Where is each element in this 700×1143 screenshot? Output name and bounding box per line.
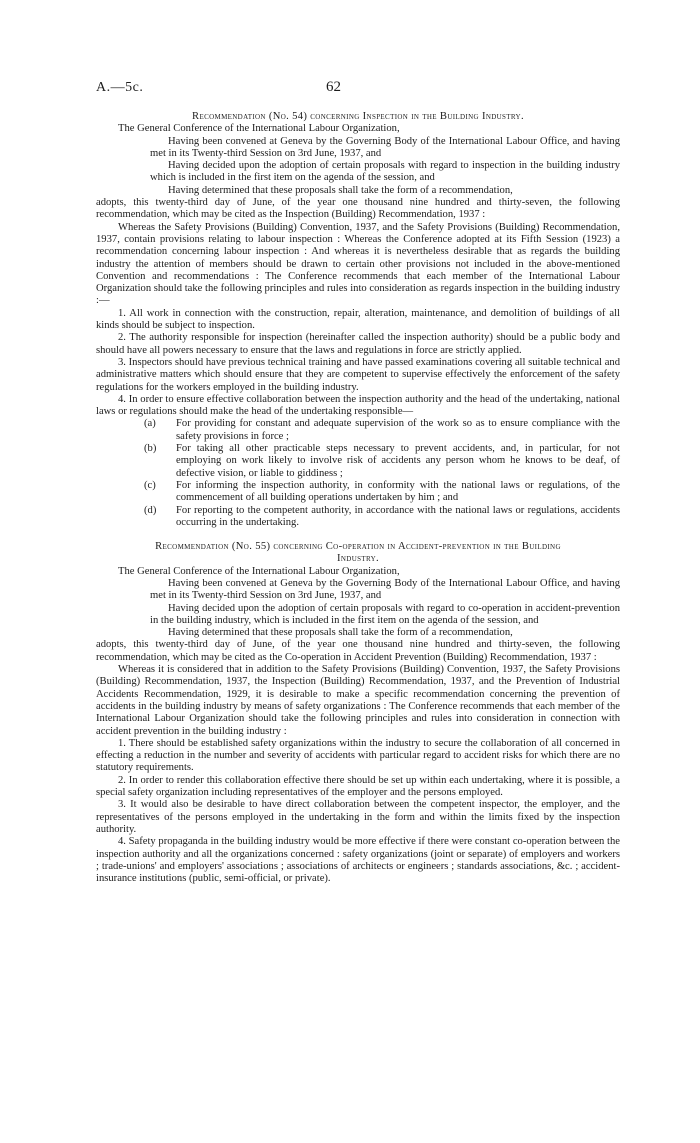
list-item — [96, 443, 620, 480]
paragraph: 2. The authority responsible for inspection (hereinafter called the inspection authority) should be a public body and should have all powers necessary to ensure that the laws and regulations in force are strictly applied. — [96, 332, 620, 356]
paragraph: Having decided upon the adoption of certain proposals with regard to co-operation in accident-prevention in the building industry, which is included in the first item on the agenda of the session, and — [150, 602, 620, 626]
list-item-label: (a) — [144, 418, 156, 430]
recommendation-54 — [96, 111, 620, 885]
list-item-label: (d) — [144, 504, 157, 516]
paragraph: 4. In order to ensure effective collaboration between the inspection authority and the head of the undertaking, national laws or regulations should make the head of the undertaking responsible— — [96, 393, 620, 418]
paragraph: Having determined that these proposals shall take the form of a recommendation, — [168, 627, 513, 639]
list-item-text: For providing for constant and adequate supervision of the work so as to ensure compliance with the safety provisions in force ; — [176, 418, 620, 442]
list-item-text: For taking all other practicable steps necessary to prevent accidents, and, in particular, for not employing on work likely to involve risk of accidents any person whom he knows to be deaf, of defective vision, or liable to giddiness ; — [176, 443, 620, 479]
paragraph: Having been convened at Geneva by the Governing Body of the International Labour Office, and having met in its Twenty-third Session on 3rd June, 1937, and — [150, 135, 620, 159]
paragraph: The General Conference of the International Labour Organization, — [118, 123, 400, 135]
paragraph: The General Conference of the International Labour Organization, — [118, 565, 400, 577]
paragraph: 3. It would also be desirable to have direct collaboration between the competent inspector, the employer, and the representatives of the persons employed in the undertaking in the form and within the limits fixed by the inspection authority. — [96, 799, 620, 835]
recommendation-55-title-line1: Recommendation (No. 55) concerning Co-operation in Accident-prevention in the Building — [155, 541, 561, 553]
paragraph: 2. In order to render this collaboration effective there should be set up within each undertaking, where it is possible, a special safety organization including representatives of the employer and the persons employed. — [96, 774, 620, 799]
paragraph: adopts, this twenty-third day of June, of the year one thousand nine hundred and thirty-seven, the following recommendation, which may be cited as the Inspection (Building) Recommendation, 1937 : — [96, 197, 620, 221]
paragraph: adopts, this twenty-third day of June, of the year one thousand nine hundred and thirty-seven, the following recommendation, which may be cited as the Co-operation in Accident Prevention (Building) Recommendation, 1937 : — [96, 639, 620, 663]
list-item — [96, 505, 620, 530]
recommendation-55-title-line2: Industry. — [337, 553, 379, 565]
list-item — [96, 418, 620, 443]
paragraph: 1. All work in connection with the construction, repair, alteration, maintenance, and demolition of buildings of all kinds should be subject to inspection. — [96, 307, 620, 332]
paragraph: Whereas the Safety Provisions (Building) Convention, 1937, and the Safety Provisions (Building) Recommendation, 1937, contain provisions relating to labour inspection : Whereas the Conference adopted at its Fifth Session (1923) a recommendation concerning labour inspection : And whereas it is nevertheless desirable that as regards the building industry the attention of members should be drawn to certain other provisions not included in the above-mentioned Convention and recommendations : The Conference recommends that each member of the International Labour Organization should take the following principles and rules into consideration as regards inspection in the building industry :— — [96, 221, 620, 307]
paragraph: Having determined that these proposals shall take the form of a recommendation, — [168, 184, 513, 196]
list-item — [96, 480, 620, 505]
list-item-text: For informing the inspection authority, in conformity with the national laws or regulations, of the commencement of all building operations undertaken by him ; and — [176, 479, 620, 504]
recommendation-55-title — [96, 541, 620, 566]
paragraph: 1. There should be established safety organizations within the industry to secure the collaboration of all concerned in effecting a reduction in the number and severity of accidents with particular regard to accident risks for which there are no statutory requirements. — [96, 737, 620, 774]
list-item-label: (b) — [144, 443, 157, 455]
series-reference: A.—5c. — [96, 80, 144, 95]
list-item-text: For reporting to the competent authority, in accordance with the national laws or regulations, accidents occurring in the undertaking. — [176, 504, 620, 528]
paragraph: Having been convened at Geneva by the Governing Body of the International Labour Office, and having met in its Twenty-third Session on 3rd June, 1937, and — [150, 577, 620, 602]
paragraph: Whereas it is considered that in addition to the Safety Provisions (Building) Convention, 1937, the Safety Provisions (Building) Recommendation, 1937, the Inspection (Building) Recommendation, 1937, and the Prevention of Industrial Accidents Recommendation, 1929, it is desirable to make a specific recommendation concerning the prevention of accidents in the building industry by means of safety organizations : The Conference recommends that each member of the International Labour Organization should take the following principles and rules into consideration in connection with accident prevention in the building industry : — [96, 664, 620, 737]
recommendation-54-title: Recommendation (No. 54) concerning Inspection in the Building Industry. — [192, 111, 524, 122]
list-item-label: (c) — [144, 479, 156, 491]
paragraph: 3. Inspectors should have previous technical training and have passed examinations covering all suitable technical and administrative matters which should ensure that they are competent to supervise effectively the enforcement of the safety regulations for the workers employed in the building industry. — [96, 356, 620, 393]
paragraph: Having decided upon the adoption of certain proposals with regard to inspection in the building industry which is included in the first item on the agenda of the session, and — [150, 160, 620, 184]
page-number: 62 — [326, 79, 341, 95]
section-spacer — [96, 529, 620, 541]
paragraph: 4. Safety propaganda in the building industry would be more effective if there were constant co-operation between the inspection authority and all the organizations concerned : safety organizations (joint or separate) of employers and workers ; trade-unions' and employers' associations ; associations of architects or engineers ; standards associations, &c. ; accident-insurance institutions (public, semi-official, or private). — [96, 836, 620, 885]
